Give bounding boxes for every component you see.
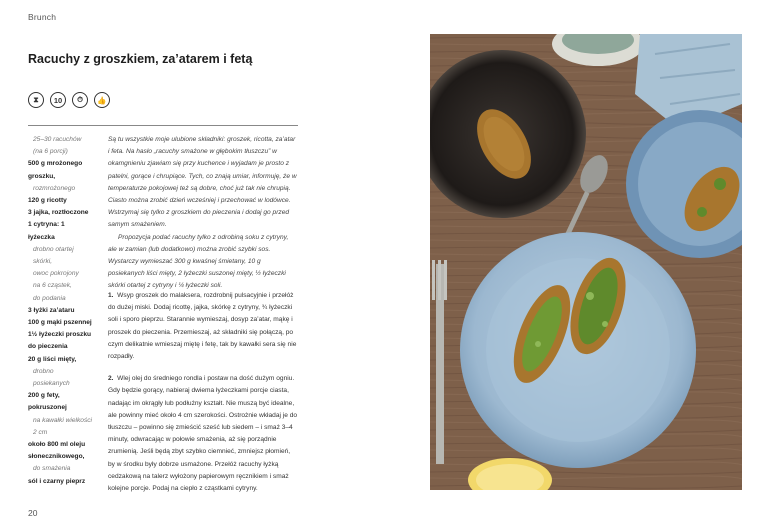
ingredient-line: 3 jajka, roztłoczone	[28, 209, 89, 217]
intro-paragraph: Propozycja podać racuchy tylko z odrobiną soku z cytryny, ale w zamian (lub dodatkowo) można zrobić szybki sos. Wystarczy wymieszać 300 g kwaśnej śmietany, 10 g posiekanych liści mięty, 2 łyżeczki suszonej mięty, ½ łyżeczki skórki otartej z cytryny i ¼ łyżeczki soli.	[108, 233, 289, 290]
step-text: Wsyp groszek do malaksera, rozdrobnij pulsacyjnie i przełóż do dużej miski. Dodaj ricottę, jajka, skórkę z cytryny, ¾ łyżeczki soli i sporo pieprzu. Starannie wymieszaj, dosyp za’atar, mąkę i proszek do pieczenia. Przemieszaj, aż składniki się połączą, po czym delikatnie wmieszaj miętę i fetę, tak by kawałki sera się nie rozpadły.	[108, 292, 297, 361]
ingredient-line: do podania	[33, 294, 66, 302]
ingredient-line: na kawałki wielkości	[33, 416, 92, 424]
recipe-photo	[430, 34, 742, 490]
ingredient-line: 120 g ricotty	[28, 197, 67, 205]
vegetarian-icon: ⧗	[28, 92, 44, 108]
page-number: 20	[28, 508, 38, 518]
food-photo-illustration	[430, 34, 742, 490]
ingredient-line: groszku,	[28, 172, 56, 180]
ingredient-line: 500 g mrożonego	[28, 160, 83, 168]
step-number: 2.	[108, 375, 114, 383]
ingredient-line: na 6 cząstek,	[33, 282, 72, 290]
ingredient-line: 1½ łyżeczki proszku	[28, 331, 92, 339]
ingredient-line: 25–30 racuchów	[33, 136, 82, 143]
ingredient-line: do pieczenia	[28, 343, 68, 351]
recipe-intro	[108, 134, 298, 293]
recipe-icons	[28, 92, 110, 108]
ingredient-line: 2 cm	[33, 428, 48, 436]
step-number: 1.	[108, 292, 114, 299]
recipe-title: Racuchy z groszkiem, za’atarem i fetą	[28, 52, 253, 66]
ingredient-line: około 800 ml oleju	[28, 441, 86, 449]
ingredient-line: (na 6 porcji)	[33, 148, 68, 156]
step-text: Wlej olej do średniego rondla i postaw na dość dużym ogniu. Gdy będzie gorący, nabieraj dwiema łyżeczkami porcje ciasta, nadając im okrągły lub podłużny kształt. Nie muszą być idealne, ale powinny mieć około 4 cm szerokości. Ostrożnie wkładaj je do tłuszczu – powinno się zmieścić sześć lub siedem – i smaż 3–4 minuty, odwracając w połowie smażenia, aż się porządnie zrumienią. Jeśli będą zbyt szybko ciemnieć, zmniejsz płomień, by w środku były dobrze usmażone. Przełóż racuchy łyżką cedzakową na talerz wyłożony papierowym ręcznikiem i smaż kolejne porcje. Podaj na ciepło z cząstkami cytryny.	[108, 375, 298, 493]
section-label: Brunch	[28, 12, 57, 22]
ingredients-list	[28, 134, 92, 488]
ingredient-line: drobno otartej skórki,	[33, 245, 74, 266]
ingredient-line: 100 g mąki pszennej	[28, 319, 92, 327]
ingredient-line: owoc pokrojony	[33, 270, 79, 278]
divider	[28, 125, 298, 126]
step	[108, 290, 298, 363]
ingredient-line: 3 łyżki za’ataru	[28, 306, 75, 314]
ingredient-line: 200 g fety, pokruszonej	[28, 392, 67, 412]
ingredient-line: sól i czarny pieprz	[28, 477, 86, 485]
timer-icon: ⏱	[72, 92, 88, 108]
ingredient-line: rozmrożonego	[33, 184, 76, 192]
ingredient-line: słonecznikowego,	[28, 453, 85, 461]
thumb-up-icon: 👍	[94, 92, 110, 108]
recipe-steps	[108, 290, 298, 505]
intro-paragraph: Są tu wszystkie moje ulubione składniki: groszek, ricotta, za’atar i feta. Na hasło „racuchy smażone w głębokim tłuszczu” w okamgnieniu zjawiam się przy kuchence i wyjadam je prosto z patelni, gorące i chrupiące. Tych, co znają umiar, informuję, że w temperaturze pokojowej też są dobre, choć już tak nie chrupią. Ciasto można zrobić dzień wcześniej i przechować w lodówce. Wstrzymaj się tylko z groszkiem do pieczenia i dodaj go przed samym smażeniem.	[108, 136, 297, 229]
ingredient-line: 1 cytryna: 1 łyżeczka	[28, 221, 65, 241]
ten-ingredients-icon: 10	[50, 92, 66, 108]
ingredient-line: drobno posiekanych	[33, 367, 70, 388]
step	[108, 373, 298, 495]
ingredient-line: 20 g liści mięty,	[28, 355, 77, 363]
ingredient-line: do smażenia	[33, 465, 71, 473]
